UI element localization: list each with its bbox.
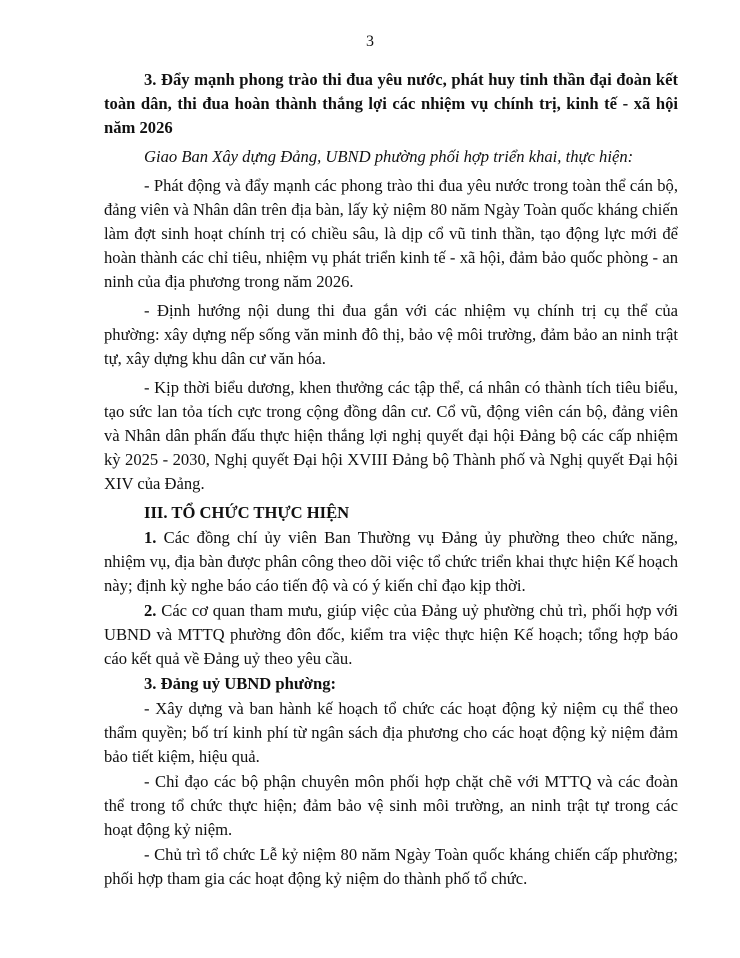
part-3-item-3-title: 3. Đảng uỷ UBND phường:	[144, 674, 337, 693]
page-number: 3	[366, 33, 374, 50]
item-1-text: Các đồng chí ủy viên Ban Thường vụ Đảng ủy phường theo chức năng, nhiệm vụ, địa bàn được phân công theo dõi việc tổ chức triển khai thực hiện Kế hoạch này; định kỳ nghe báo cáo tiến độ và có ý kiến chỉ đạo kịp thời.	[104, 528, 678, 595]
item-3-bullet-3: - Chủ trì tổ chức Lễ kỷ niệm 80 năm Ngày Toàn quốc kháng chiến cấp phường; phối hợp tham gia các hoạt động kỷ niệm do thành phố tổ chức.	[104, 845, 678, 888]
section-3-bullet-1: - Phát động và đẩy mạnh các phong trào thi đua yêu nước trong toàn thể cán bộ, đảng viên và Nhân dân trên địa bàn, lấy kỷ niệm 80 năm Ngày Toàn quốc kháng chiến làm đợt sinh hoạt chính trị có chiều sâu, là dịp cổ vũ tinh thần, tạo động lực mới để hoàn thành các chỉ tiêu, nhiệm vụ phát triển kinh tế - xã hội, đảm bảo quốc phòng - an ninh của địa phương trong năm 2026.	[104, 176, 678, 291]
item-1-number: 1.	[144, 528, 157, 547]
section-3-bullet-2: - Định hướng nội dung thi đua gắn với các nhiệm vụ chính trị cụ thể của phường: xây dựng nếp sống văn minh đô thị, bảo vệ môi trường, đảm bảo an ninh trật tự, xây dựng khu dân cư văn hóa.	[104, 301, 678, 368]
section-3-assignment: Giao Ban Xây dựng Đảng, UBND phường phối hợp triển khai, thực hiện:	[144, 147, 634, 166]
part-3-item-2	[104, 599, 678, 671]
item-2-text: Các cơ quan tham mưu, giúp việc của Đảng uỷ phường chủ trì, phối hợp với UBND và MTTQ phường đôn đốc, kiểm tra việc thực hiện Kế hoạch; tổng hợp báo cáo kết quả về Đảng uỷ theo yêu cầu.	[104, 601, 678, 668]
document-body	[104, 68, 678, 892]
item-3-bullet-2: - Chỉ đạo các bộ phận chuyên môn phối hợp chặt chẽ với MTTQ và các đoàn thể trong tổ chức thực hiện; đảm bảo vệ sinh môi trường, an ninh trật tự trong các hoạt động kỷ niệm.	[104, 772, 678, 839]
section-3-bullet-3: - Kịp thời biểu dương, khen thưởng các tập thể, cá nhân có thành tích tiêu biểu, tạo sức lan tỏa tích cực trong cộng đồng dân cư. Cổ vũ, động viên cán bộ, đảng viên và Nhân dân phấn đấu thực hiện thắng lợi nghị quyết đại hội Đảng bộ các cấp nhiệm kỳ 2025 - 2030, Nghị quyết Đại hội XVIII Đảng bộ Thành phố và Nghị quyết Đại hội XIV của Đảng.	[104, 378, 678, 493]
item-3-bullet-1: - Xây dựng và ban hành kế hoạch tổ chức các hoạt động kỷ niệm cụ thể theo thẩm quyền; bố trí kinh phí từ ngân sách địa phương cho các hoạt động kỷ niệm đảm bảo tiết kiệm, hiệu quả.	[104, 699, 678, 766]
part-3-item-1	[104, 526, 678, 598]
section-3-title: 3. Đẩy mạnh phong trào thi đua yêu nước, phát huy tinh thần đại đoàn kết toàn dân, thi đua hoàn thành thắng lợi các nhiệm vụ chính trị, kinh tế - xã hội năm 2026	[104, 70, 678, 137]
item-2-number: 2.	[144, 601, 157, 620]
part-3-heading: III. TỔ CHỨC THỰC HIỆN	[144, 503, 350, 522]
